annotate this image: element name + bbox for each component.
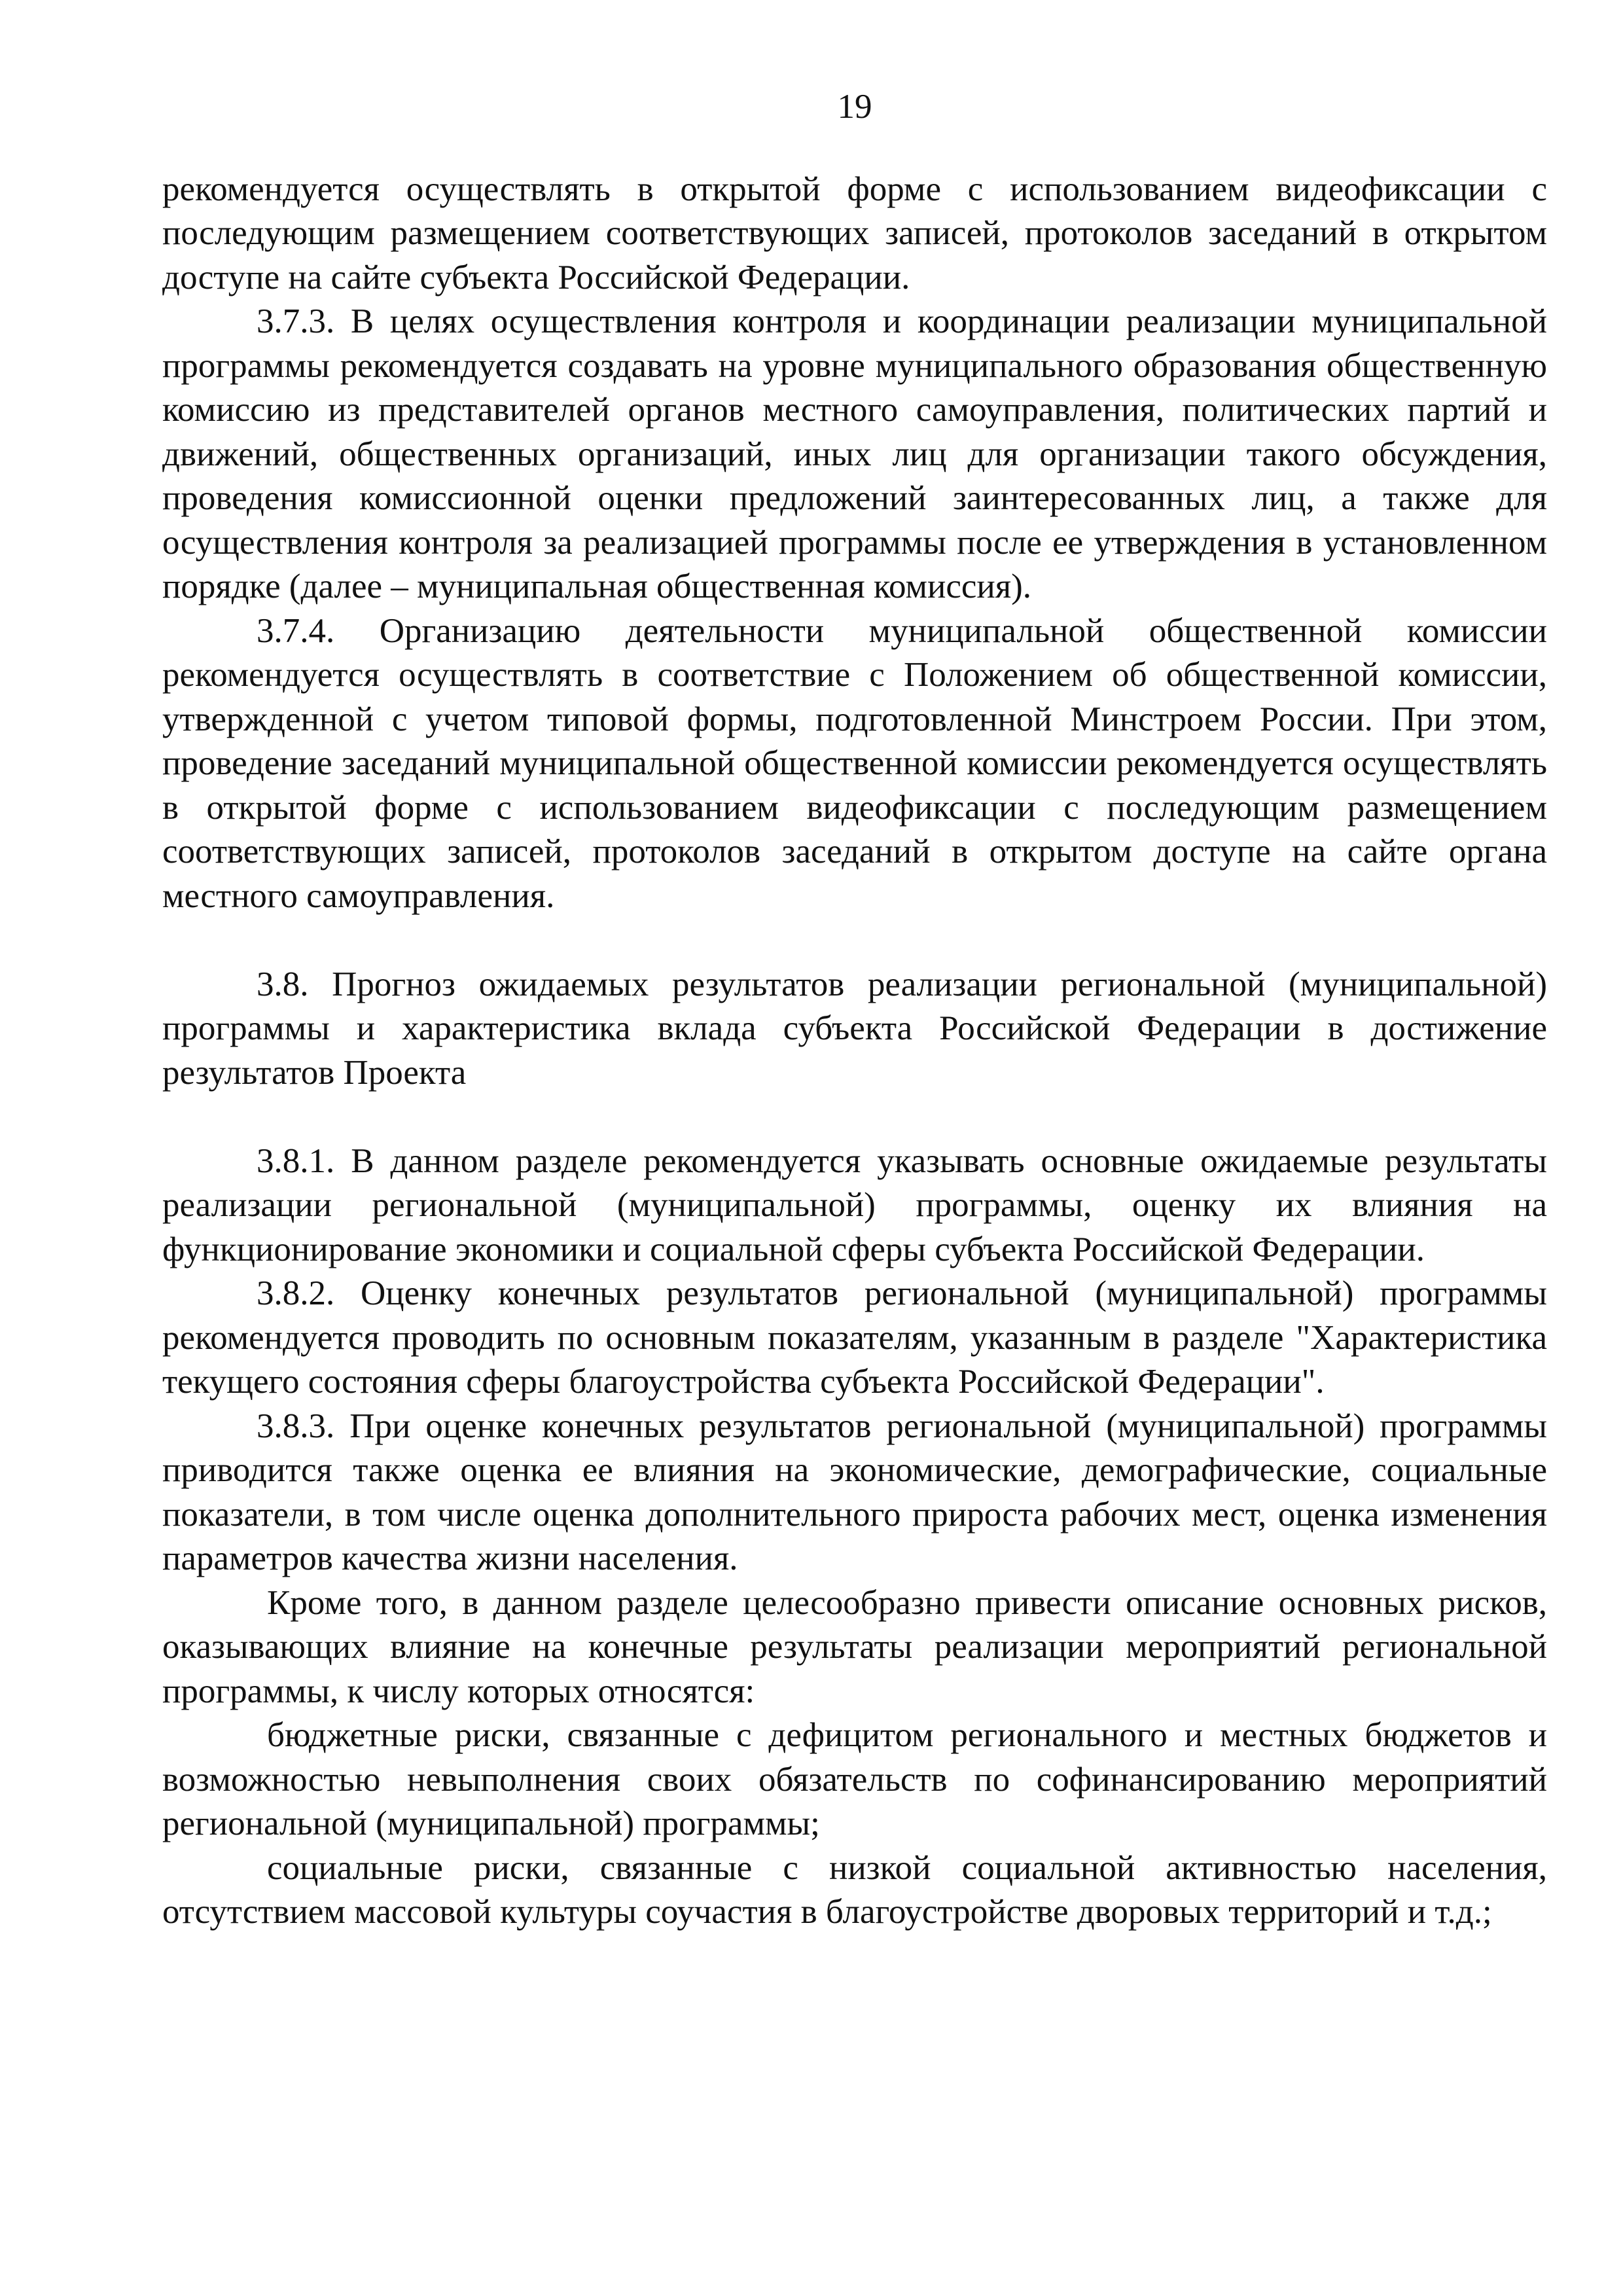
paragraph-3-8-2: 3.8.2. Оценку конечных результатов региональной (муниципальной) программы рекомендуется проводить по основным показателям, указанным в разделе "Характеристика текущего состояния сферы благоустройства субъекта Российской Федерации". — [162, 1274, 1547, 1401]
paragraph-risks-intro: Кроме того, в данном разделе целесообразно привести описание основных рисков, оказывающих влияние на конечные результаты реализации мероприятий региональной программы, к числу которых относятся: — [162, 1583, 1547, 1710]
list-item-social-risks: социальные риски, связанные с низкой социальной активностью населения, отсутствием массовой культуры соучастия в благоустройстве дворовых территорий и т.д.; — [162, 1848, 1547, 1931]
list-item-budget-risks: бюджетные риски, связанные с дефицитом регионального и местных бюджетов и возможностью невыполнения своих обязательств по софинансированию мероприятий региональной (муниципальной) программы; — [162, 1716, 1547, 1842]
paragraph-3-7-4: 3.7.4. Организацию деятельности муниципальной общественной комиссии рекомендуется осуществлять в соответствие с Положением об общественной комиссии, утвержденной с учетом типовой формы, подготовленной Минстроем России. При этом, проведение заседаний муниципальной общественной комиссии рекомендуется осуществлять в открытой форме с использованием видеофиксации с последующим размещением соответствующих записей, протоколов заседаний в открытом доступе на сайте органа местного самоуправления. — [162, 611, 1547, 915]
page-number: 19 — [837, 88, 872, 126]
spacer — [162, 918, 1547, 963]
paragraph-3-7-3: 3.7.3. В целях осуществления контроля и координации реализации муниципальной программы рекомендуется создавать на уровне муниципального образования общественную комиссию из представителей органов местного самоуправления, политических партий и движений, общественных организаций, иных лиц для организации такого обсуждения, проведения комиссионной оценки предложений заинтересованных лиц, а также для осуществления контроля за реализацией программы после ее утверждения в установленном порядке (далее – муниципальная общественная комиссия). — [162, 302, 1547, 605]
paragraph-continuation: рекомендуется осуществлять в открытой форме с использованием видеофиксации с последующим размещением соответствующих записей, протоколов заседаний в открытом доступе на сайте субъекта Российской Федерации. — [162, 170, 1547, 296]
paragraph-3-8-1: 3.8.1. В данном разделе рекомендуется указывать основные ожидаемые результаты реализации региональной (муниципальной) программы, оценку их влияния на функционирование экономики и социальной сферы субъекта Российской Федерации. — [162, 1141, 1547, 1268]
document-page — [162, 85, 1547, 1935]
paragraph-3-8-3: 3.8.3. При оценке конечных результатов региональной (муниципальной) программы приводится также оценка ее влияния на экономические, демографические, социальные показатели, в том числе оценка дополнительного прироста рабочих мест, оценка изменения параметров качества жизни населения. — [162, 1407, 1547, 1577]
spacer — [162, 1095, 1547, 1139]
section-heading-3-8: 3.8. Прогноз ожидаемых результатов реализации региональной (муниципальной) программы и характеристика вклада субъекта Российской Федерации в достижение результатов Проекта — [162, 965, 1547, 1092]
